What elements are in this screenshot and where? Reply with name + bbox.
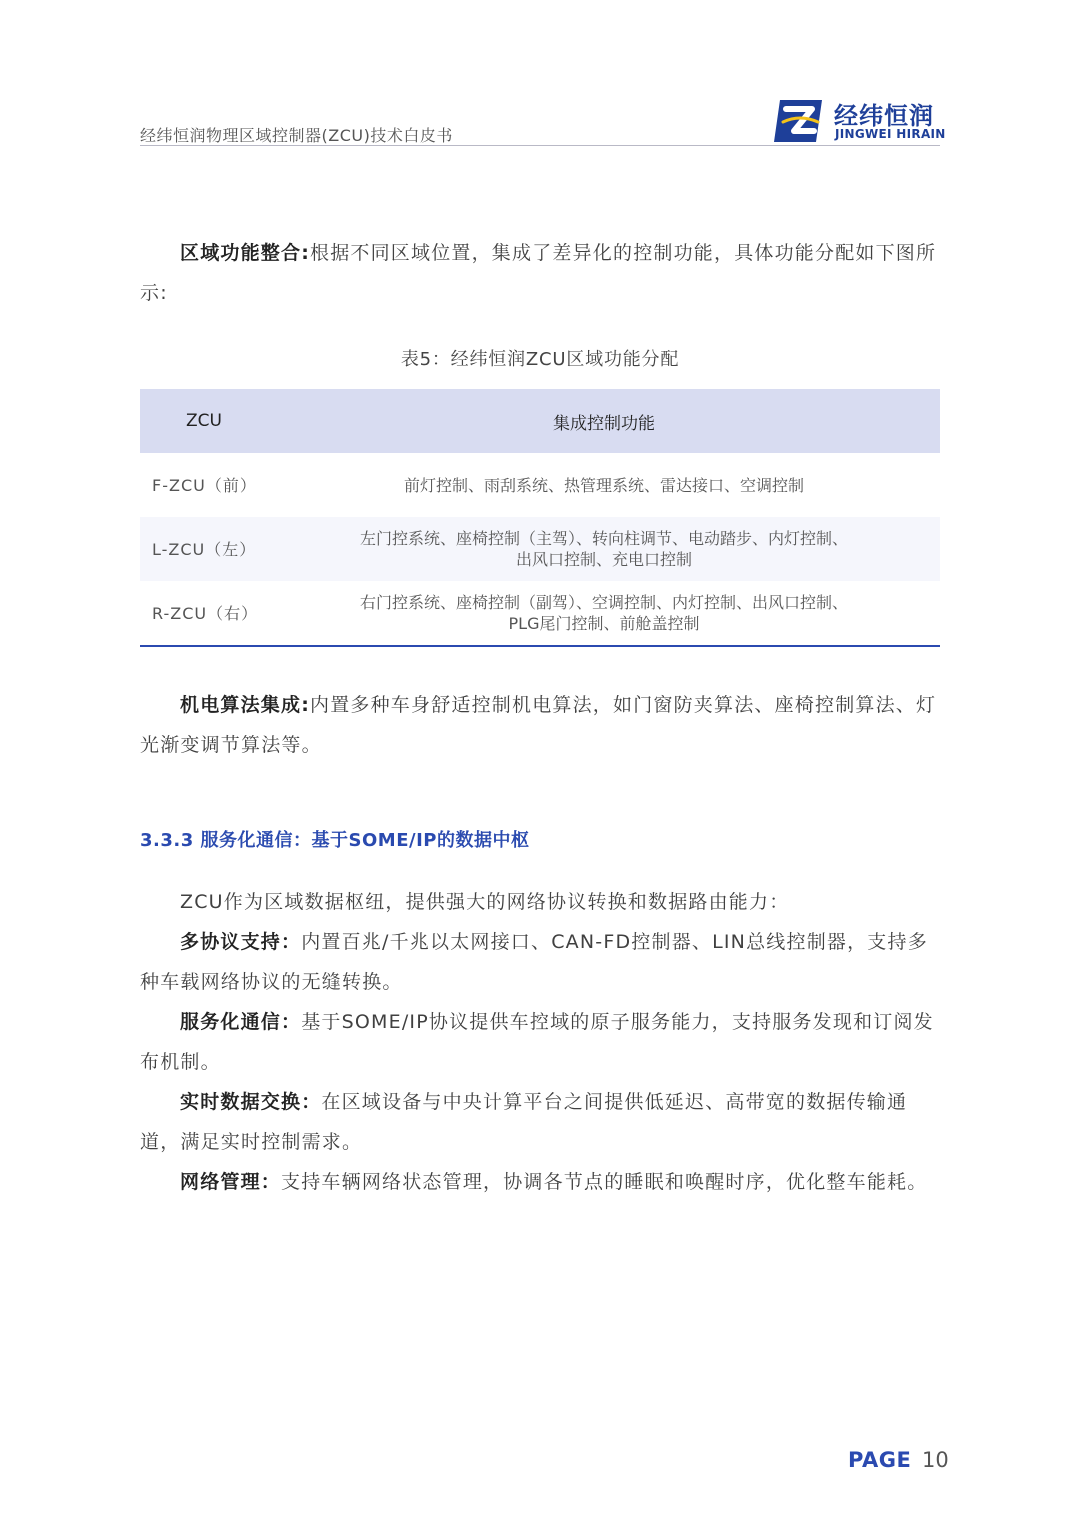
section-intro: ZCU作为区域数据枢纽，提供强大的网络协议转换和数据路由能力： [180,891,790,913]
function-cell [268,453,940,517]
item-text: 在区域设备与中央计算平台之间提供低延迟、高带宽的数据传输通道，满足实时控制需求。 [140,1091,908,1153]
company-logo [774,98,946,144]
zcu-name-cell: R-ZCU（右） [140,581,268,646]
item-lead: 实时数据交换： [180,1091,322,1113]
zcu-name-cell: F-ZCU（前） [152,475,257,495]
item-network-management [140,1162,940,1202]
document-title: 经纬恒润物理区域控制器(ZCU)技术白皮书 [140,126,453,145]
table-row [140,581,940,646]
function-cell [268,517,940,581]
item-realtime-exchange [140,1082,940,1162]
table-header-function: 集成控制功能 [268,389,940,453]
item-multi-protocol [140,922,940,1002]
intro-lead: 区域功能整合: [180,242,310,264]
item-text: 基于SOME/IP协议提供车控域的原子服务能力，支持服务发现和订阅发布机制。 [140,1011,934,1073]
page-number [848,1448,949,1472]
table-caption: 表5：经纬恒润ZCU区域功能分配 [400,349,680,370]
item-text: 支持车辆网络状态管理，协调各节点的睡眠和唤醒时序，优化整车能耗。 [281,1171,928,1193]
table-header-row [140,389,940,453]
item-text: 内置百兆/千兆以太网接口、CAN-FD控制器、LIN总线控制器，支持多种车载网络协议的无缝转换。 [140,931,928,993]
intro-text: 根据不同区域位置，集成了差异化的控制功能，具体功能分配如下图所示: [140,242,937,304]
table-row [140,517,940,581]
mech-lead: 机电算法集成: [180,694,310,716]
item-lead: 服务化通信： [180,1011,302,1033]
function-line: 右门控系统、座椅控制（副驾）、空调控制、内灯控制、出风口控制、 [359,593,848,612]
logo-english-name: JINGWEI HIRAIN [835,127,946,141]
mech-text: 内置多种车身舒适控制机电算法，如门窗防夹算法、座椅控制算法、灯光渐变调节算法等。 [140,694,937,756]
section-heading: 3.3.3 服务化通信：基于SOME/IP的数据中枢 [140,830,530,851]
logo-chinese-name: 经纬恒润 [834,102,934,130]
function-line: 出风口控制、充电口控制 [515,550,692,569]
item-lead: 多协议支持： [180,931,302,953]
item-service-communication [140,1002,940,1082]
function-cell [268,581,940,646]
function-line: 左门控系统、座椅控制（主驾）、转向柱调节、电动踏步、内灯控制、 [359,529,848,548]
mech-paragraph [140,685,940,765]
item-lead: 网络管理： [180,1171,282,1193]
zcu-name-cell: L-ZCU（左） [140,517,268,581]
header-divider [140,145,940,146]
page-number-value: 10 [922,1448,949,1472]
function-line: PLG尾门控制、前舱盖控制 [508,614,700,633]
table-row [140,453,940,517]
logo-mark-icon [774,98,826,144]
table-header-zcu: ZCU [140,389,268,453]
page-label: PAGE [848,1448,912,1472]
intro-paragraph [140,233,940,313]
function-line: 前灯控制、雨刮系统、热管理系统、雷达接口、空调控制 [403,475,804,495]
zcu-function-table [140,389,940,647]
